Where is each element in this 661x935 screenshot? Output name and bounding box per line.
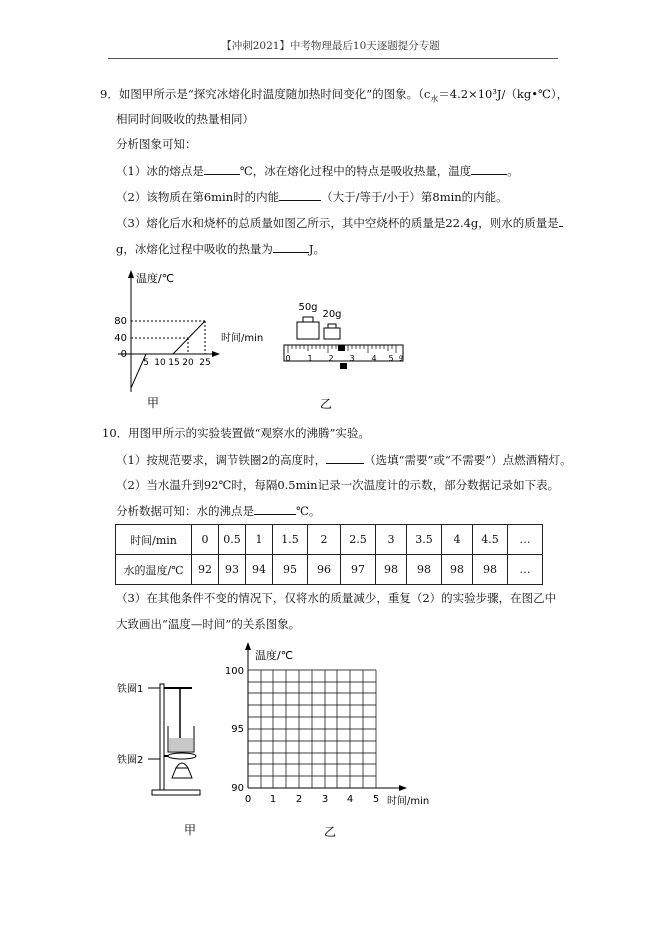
table-cell: 92 xyxy=(192,555,219,585)
scale-tick-3: 3 xyxy=(349,354,355,363)
q9-part1-c: 。 xyxy=(507,164,519,178)
table-row-time xyxy=(116,525,543,555)
q9-graph-xtick-25: 25 xyxy=(199,358,211,368)
q10-grid-ylabel: 温度/℃ xyxy=(255,649,294,662)
table-cell: 95 xyxy=(273,555,308,585)
q9-graph-xtick-10: 10 xyxy=(154,358,166,368)
table-cell: 3.5 xyxy=(407,525,442,555)
table-cell: 1.5 xyxy=(273,525,308,555)
q9-blank-temperature[interactable] xyxy=(471,162,507,175)
q10-apparatus-figure xyxy=(112,672,227,842)
q10-part1 xyxy=(116,451,572,468)
table-cell: 98 xyxy=(442,555,473,585)
scale-tick-2: 2 xyxy=(328,354,334,363)
flame-icon xyxy=(176,763,188,768)
q9-line2: 相同时间吸收的热量相同） xyxy=(116,112,254,126)
q10-part3-line1: （3）在其他条件不变的情况下，仅将水的质量减少，重复（2）的实验步骤，在图乙中 xyxy=(116,591,557,605)
header-divider xyxy=(108,58,558,59)
q9-line1 xyxy=(100,86,568,107)
q10-part1-a: （1）按规范要求，调节铁圈2的高度时， xyxy=(116,453,327,467)
q9-line1-sub: 水 xyxy=(430,94,439,104)
q9-blank-heat[interactable] xyxy=(273,240,309,253)
table-row-temperature xyxy=(116,555,543,585)
alcohol-lamp-icon xyxy=(172,768,192,778)
q10-grid-xtick-2: 2 xyxy=(295,794,303,805)
q9-graph-ytick-0: 0 xyxy=(120,349,127,360)
q9-part2-b: （大于/等于/小于）第8min的内能。 xyxy=(321,190,508,204)
weight-20g-icon xyxy=(324,324,340,339)
q9-part2 xyxy=(116,188,508,205)
q10-grid-caption: 乙 xyxy=(323,825,337,839)
table-cell: 94 xyxy=(246,555,273,585)
q9-blank-water-mass[interactable] xyxy=(559,214,563,227)
scale-unit: g xyxy=(399,354,403,361)
q10-grid-lines xyxy=(248,670,376,788)
balance-rider-top xyxy=(338,345,345,351)
q9-part3-a: （3）熔化后水和烧杯的总质量如图乙所示，其中空烧杯的质量是22.4g，则水的质量是 xyxy=(116,216,559,230)
q10-analysis-b: ℃。 xyxy=(296,504,321,518)
q9-line1-tail: ＝4.2×10³J/（kg•℃）， xyxy=(438,87,569,101)
q9-part1-a: （1）冰的熔点是 xyxy=(116,164,204,178)
iron-stand-pole xyxy=(160,684,164,792)
page-header: 【冲刺2021】中考物理最后10天逐题提分专题 xyxy=(221,40,440,52)
table-cell: … xyxy=(508,525,543,555)
q10-part1-b: （选填“需要”或“不需要”）点燃酒精灯。 xyxy=(364,453,572,467)
q9-part2-a: （2）该物质在第6min时的内能 xyxy=(116,190,280,204)
q10-part2: （2）当水温升到92℃时，每隔0.5min记录一次温度计的示数，部分数据记录如下表。 xyxy=(116,478,560,492)
q9-balance-caption: 乙 xyxy=(319,397,333,411)
q9-blank-melting-point[interactable] xyxy=(204,162,240,175)
q10-grid-y-arrow xyxy=(245,642,251,650)
table-cell: 0 xyxy=(192,525,219,555)
q10-grid-xtick-0: 0 xyxy=(244,794,252,805)
q9-part3-line1 xyxy=(116,214,563,231)
q9-part3-c: J。 xyxy=(308,242,325,256)
q9-part1-b: ℃，冰在熔化过程中的特点是吸收热量，温度 xyxy=(239,164,472,178)
q9-graph-y-arrow xyxy=(128,270,134,278)
q9-graph-ytick-40: 40 xyxy=(114,333,127,344)
table-cell: 98 xyxy=(473,555,508,585)
scale-tick-4: 4 xyxy=(371,354,377,363)
q10-blank-grid xyxy=(225,638,440,842)
table-header-time: 时间/min xyxy=(116,525,192,555)
table-cell: 0.5 xyxy=(219,525,246,555)
table-cell: 2.5 xyxy=(341,525,376,555)
q10-grid-ytick-95: 95 xyxy=(231,724,244,735)
q10-grid-ytick-90: 90 xyxy=(231,783,244,794)
iron-stand-base xyxy=(152,790,200,795)
balance-rider-bottom xyxy=(340,363,347,369)
q9-part3-line2 xyxy=(116,240,325,257)
q9-graph-xtick-5: 5 xyxy=(143,358,149,368)
q10-grid-xtick-5: 5 xyxy=(372,794,380,805)
table-cell: 98 xyxy=(407,555,442,585)
q10-analysis xyxy=(116,502,320,519)
q10-grid-x-arrow xyxy=(399,785,407,791)
q9-graph-xlabel: 时间/min xyxy=(221,333,264,344)
scale-tick-5: 5 xyxy=(388,354,394,363)
q10-grid-ytick-100: 100 xyxy=(225,666,244,677)
q10-analysis-a: 分析数据可知：水的沸点是 xyxy=(116,504,254,518)
table-cell: 98 xyxy=(376,555,407,585)
table-cell: 1 xyxy=(246,525,273,555)
asbestos-net xyxy=(168,753,196,759)
q10-blank-need-lamp[interactable] xyxy=(326,451,364,464)
q9-weight1-label: 50g xyxy=(298,302,318,313)
table-cell: 97 xyxy=(341,555,376,585)
q9-graph-x-arrow xyxy=(212,351,220,357)
q9-graph-ytick-80: 80 xyxy=(114,316,127,327)
table-cell: 2 xyxy=(308,525,341,555)
q10-grid-xtick-3: 3 xyxy=(321,794,329,805)
q10-line1: 10．用图甲所示的实验装置做“观察水的沸腾”实验。 xyxy=(102,426,370,440)
q10-grid-xtick-4: 4 xyxy=(346,794,354,805)
q10-data-table xyxy=(115,524,543,585)
q9-graph-xtick-15: 15 xyxy=(168,358,180,368)
ring2-label: 铁圈2 xyxy=(117,755,144,766)
q9-analysis: 分析图象可知： xyxy=(116,137,197,151)
ring1-label: 铁圈1 xyxy=(117,684,144,695)
q10-grid-xtick-1: 1 xyxy=(269,794,277,805)
q10-part3-line2: 大致画出“温度—时间”的关系图象。 xyxy=(116,617,301,631)
scale-tick-0: 0 xyxy=(285,354,291,363)
table-cell: 4.5 xyxy=(473,525,508,555)
q9-line1-text: 9．如图甲所示是“探究冰熔化时温度随加热时间变化”的图象。（c xyxy=(100,87,431,101)
table-header-temperature: 水的温度/℃ xyxy=(116,555,192,585)
q9-graph-caption: 甲 xyxy=(146,396,160,410)
q9-melting-graph xyxy=(108,262,278,412)
table-cell: 96 xyxy=(308,555,341,585)
q9-graph-xtick-20: 20 xyxy=(182,358,194,368)
q10-blank-boiling-point[interactable] xyxy=(254,502,296,515)
table-cell: 93 xyxy=(219,555,246,585)
q10-grid-xlabel: 时间/min xyxy=(387,796,430,807)
table-cell: … xyxy=(508,555,543,585)
q9-balance-figure xyxy=(280,295,410,413)
water-level xyxy=(169,738,193,751)
table-cell: 3 xyxy=(376,525,407,555)
scale-tick-1: 1 xyxy=(307,354,313,363)
q10-apparatus-caption: 甲 xyxy=(183,823,197,837)
q9-part3-b: g，冰熔化过程中吸收的热量为 xyxy=(116,242,273,256)
table-cell: 4 xyxy=(442,525,473,555)
weight-50g-icon xyxy=(297,317,319,339)
q9-part1 xyxy=(116,162,519,179)
q9-weight2-label: 20g xyxy=(322,309,342,320)
q9-graph-ylabel: 温度/℃ xyxy=(136,272,175,285)
q9-blank-internal-energy[interactable] xyxy=(279,188,321,201)
